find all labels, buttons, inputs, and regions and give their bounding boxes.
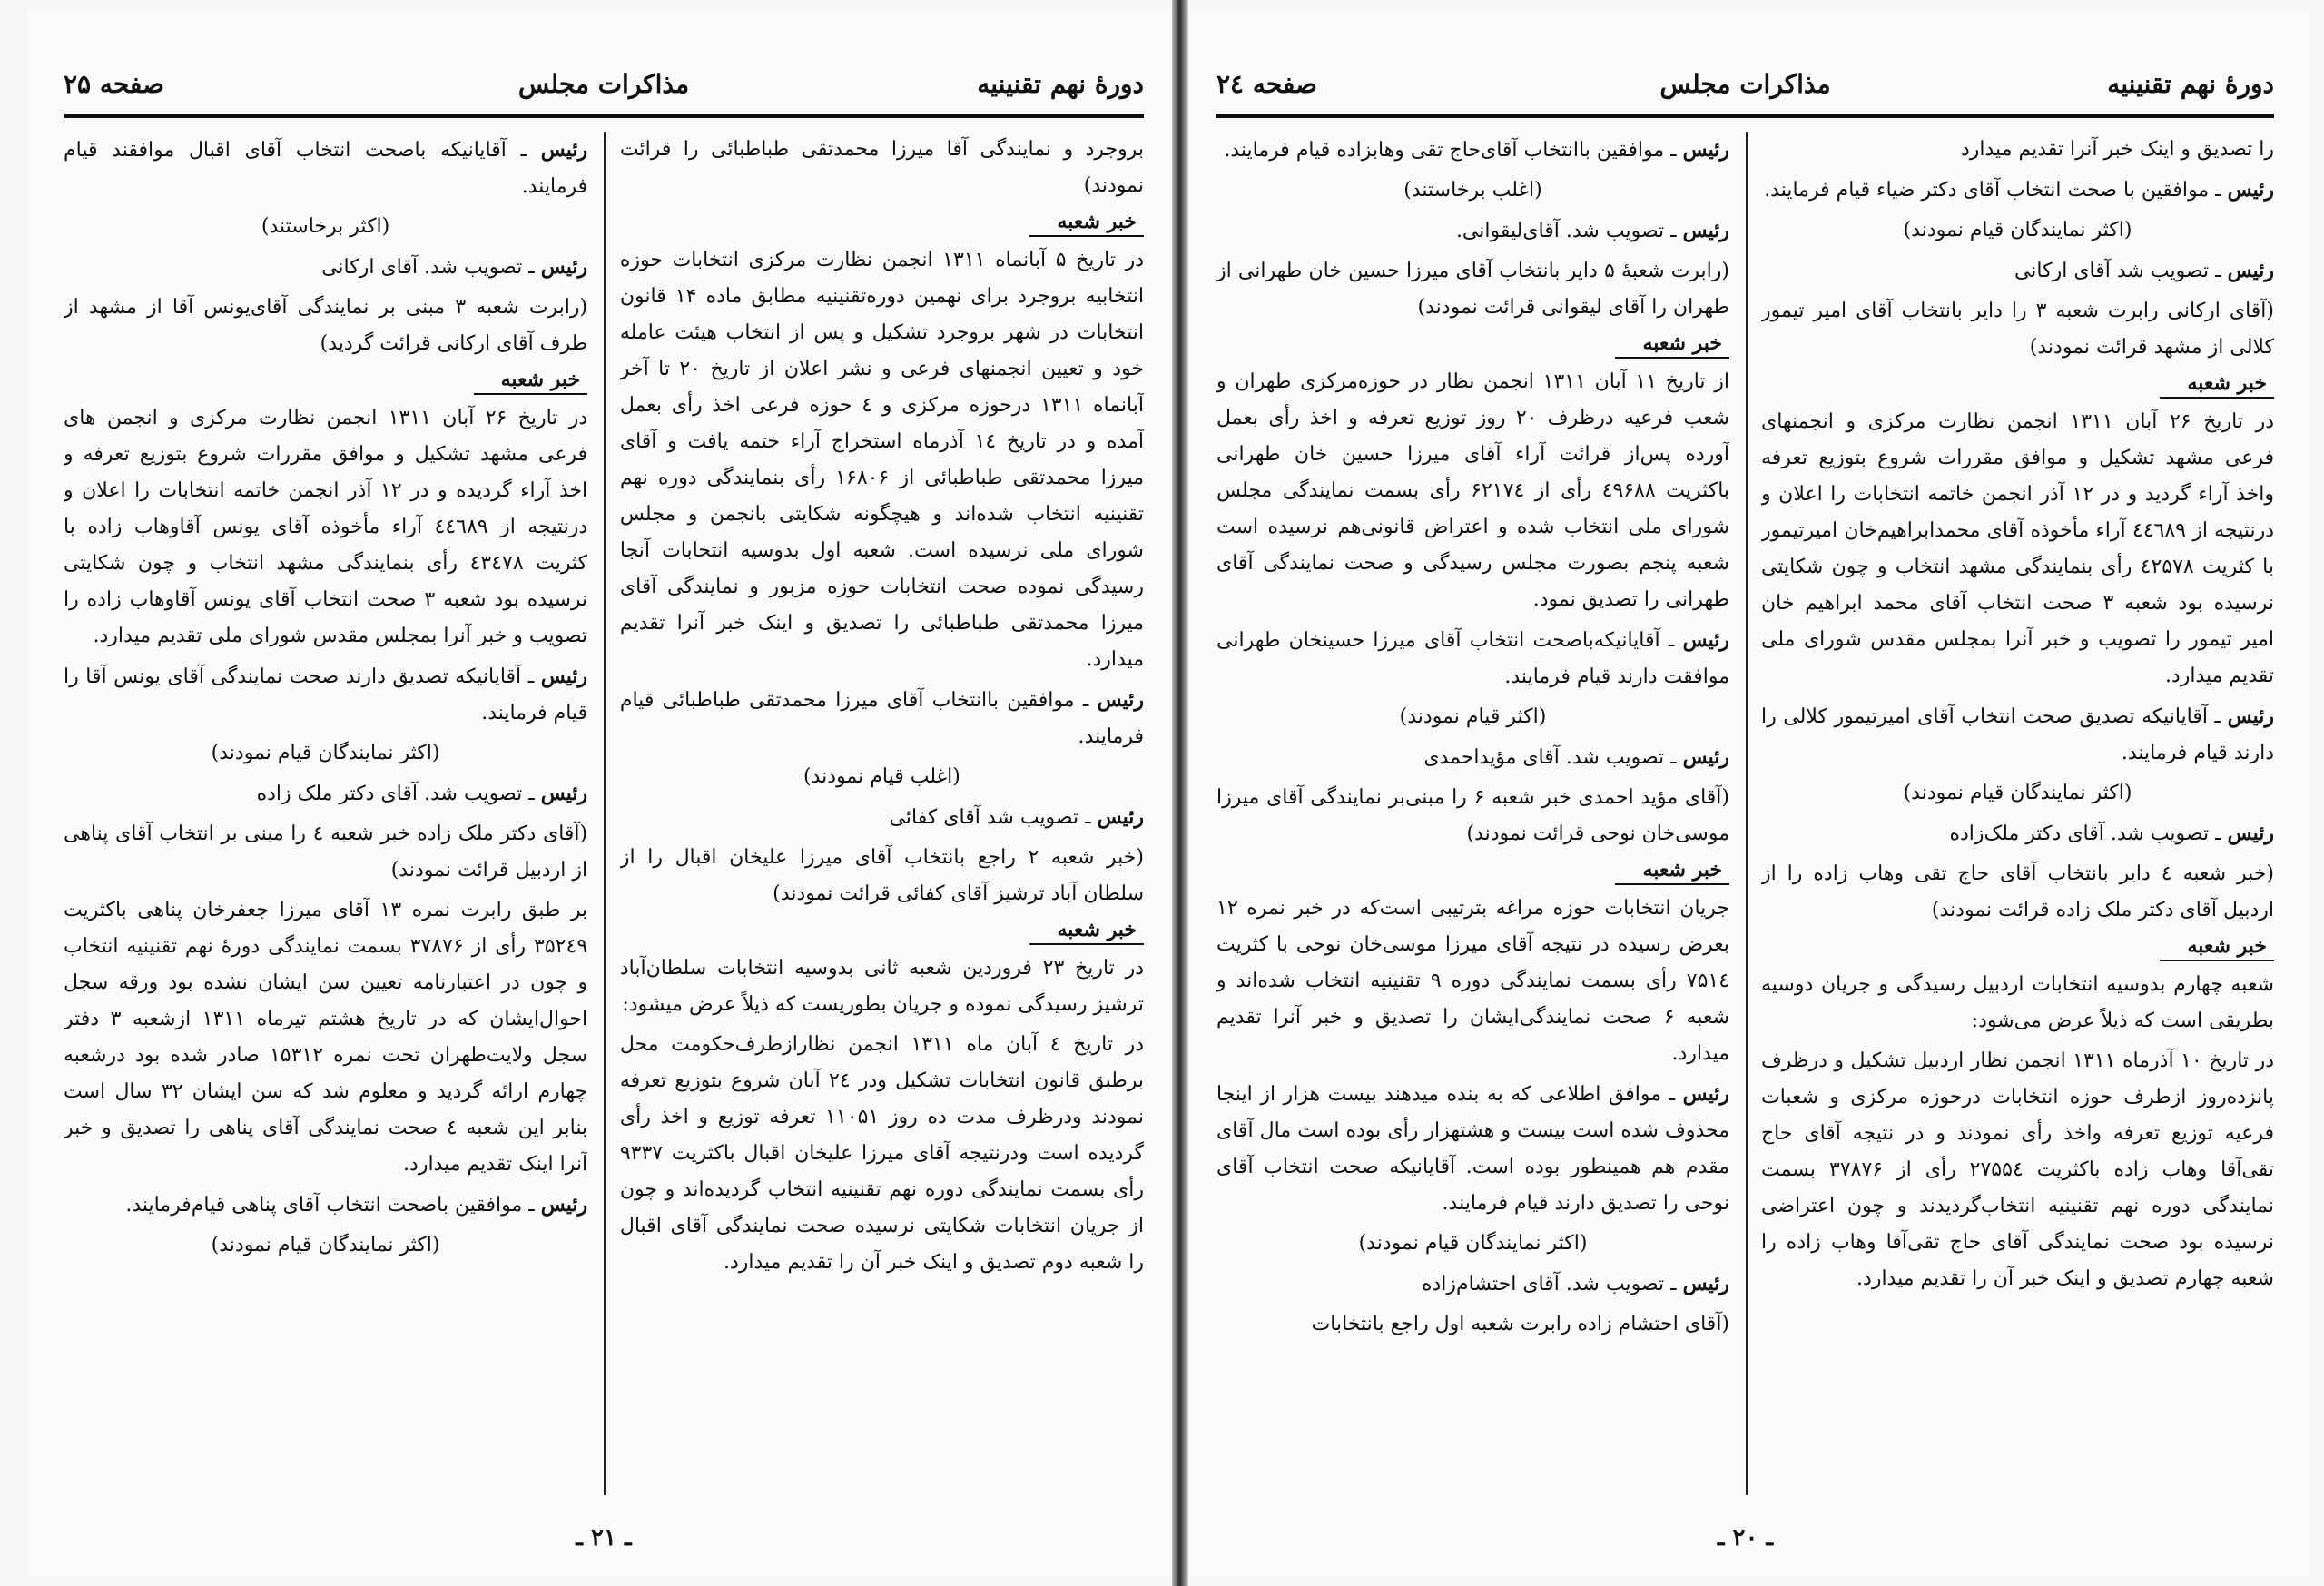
paragraph <box>1216 891 1729 1072</box>
speaker-line <box>1761 815 2274 852</box>
speaker-name: رئیس <box>2227 704 2274 728</box>
vote-result-text: (اکثر نمایندگان قیام نمودند) <box>211 1234 440 1256</box>
page-folio: ـ ۲۱ ـ <box>576 1524 632 1552</box>
section-heading: خبر شعبه <box>2160 934 2274 961</box>
speaker-name: رئیس <box>1682 745 1730 769</box>
column-left <box>64 132 587 1495</box>
paragraph-text: ـ تصویب شد. آقای احتشام‌زاده <box>1421 1273 1683 1295</box>
vote-result-text: (اکثر نمایندگان قیام نمودند) <box>211 742 440 764</box>
section-heading: خبر شعبه <box>1615 858 1729 885</box>
speaker-name: رئیس <box>2227 178 2274 202</box>
paragraph-text: (آقای احتشام زاده رابرت شعبه اول راجع بانتخابات <box>1311 1313 1730 1335</box>
paragraph-text: ـ تصویب شد. آقای دکتر ملک زاده <box>256 783 541 805</box>
speaker-name: رئیس <box>540 255 588 279</box>
vote-result <box>1761 775 2274 812</box>
vote-result <box>1761 212 2274 249</box>
paragraph-text: (رابرت شعبهٔ ۵ دایر بانتخاب آقای میرزا حسین خان طهرانی از طهران را آقای لیقوانی قرائت نمودند) <box>1216 260 1730 319</box>
vote-result-text: (اکثر برخاستند) <box>261 215 390 238</box>
speaker-line <box>64 658 587 732</box>
column-left <box>1216 132 1729 1495</box>
speaker-name: رئیس <box>1097 805 1144 829</box>
paragraph-text: (آقای دکتر ملک زاده خبر شعبه ٤ را مبنی بر انتخاب آقای پناهی از اردبیل قرائت نمودند) <box>64 823 588 882</box>
vote-result-text: (اکثر نمایندگان قیام نمودند) <box>1903 782 2132 804</box>
speaker-name: رئیس <box>540 782 588 805</box>
speaker-name: رئیس <box>1682 138 1730 162</box>
paragraph-text: در تاریخ ۱۰ آذرماه ۱۳۱۱ انجمن نظار اردبیل تشکیل و درظرف پانزده‌روز ازطرف حوزه انتخابات درحوزه مرکزی و شعبات فرعیه توزیع تعرفه واخذ رأی نمودند و در نتیجه آقای حاج تقی‌آقا وهاب زاده باکثریت ۲۷۵۵٤ رأی از ۳۷۸۷۶ بسمت نمایندگی دوره نهم تقنینیه انتخاب‌گردیدند و چون اعتراضی نرسیده بود صحت نمایندگی آقای حاج تقی‌آقا وهاب زاده را شعبه چهارم تصدیق و اینک خبر آن را تقدیم میدارد. <box>1760 1049 2274 1290</box>
page-header <box>64 64 1144 118</box>
paragraph <box>1761 1043 2274 1297</box>
paragraph-text: ـ تصویب شد آقای ارکانی <box>2014 260 2228 282</box>
paragraph-text: ـ تصویب شد. آقای دکتر ملک‌زاده <box>1949 823 2228 845</box>
vote-result <box>1216 172 1729 209</box>
speaker-name: رئیس <box>1682 1272 1730 1295</box>
section-heading: خبر شعبه <box>1615 331 1729 359</box>
text-columns <box>1216 132 2274 1495</box>
section-heading: خبر شعبه <box>474 368 588 395</box>
paragraph-text: ـ تصویب شد آقای کفائی <box>889 806 1098 829</box>
paragraph <box>1216 364 1729 618</box>
paragraph-text: در تاریخ ٤ آبان ماه ۱۳۱۱ انجمن نظارازطرف‌حکومت محل برطبق قانون انتخابات تشکیل ودر ۲٤ آبان شروع بتوزیع تعرفه نمودند ودرظرف مدت ده روز ۱۱۰۵۱ تعرفه توزیع و اخذ رأی گردیده است ودرنتیجه آقای میرزا علیخان اقبال باکثریت ۹۳۳۷ رأی بسمت نمایندگی دوره نهم تقنینیه انتخاب گردیده‌اند و چون از جریان انتخابات شکایتی نرسیده صحت نمایندگی آقای اقبال را شعبه دوم تصدیق و اینک خبر آن را تقدیم میدارد. <box>619 1033 1144 1274</box>
paragraph-text: ـ تصویب شد. آقای مؤیداحمدی <box>1423 746 1683 769</box>
speaker-line <box>64 132 587 205</box>
vote-result <box>1216 699 1729 735</box>
section-heading: خبر شعبه <box>2160 371 2274 399</box>
paragraph-text: بر طبق رابرت نمره ۱۳ آقای میرزا جعفرخان پناهی باکثریت ۳۵۲٤۹ رأی از ۳۷۸۷۶ بسمت نمایندگی دورهٔ نهم تقنینیه انتخاب و چون در اعتبارنامه تعیین سن ایشان نشده بود ورقه سجل احوال‌ایشان که در تاریخ هشتم تیرماه ۱۳۱۱ ازشعبه ۳ دفتر سجل ولایت‌طهران تحت نمره ۱۵۳۱۲ صادر شده بود درشعبه چهارم ارائه گردید و معلوم شد که سن ایشان ۳۲ سال است بنابر این شعبه ٤ صحت نمایندگی آقای پناهی را تصدیق و خبر آنرا اینک تقدیم میدارد. <box>64 899 588 1176</box>
speaker-name: رئیس <box>540 138 588 162</box>
section-heading: خبر شعبه <box>1029 210 1144 237</box>
speaker-line <box>64 1187 587 1224</box>
paragraph-text: ـ موافق اطلاعی که به بنده میدهند بیست هزار از اینجا محذوف شده است بیست و هشتهزار رأی بوده است مال آقای مقدم هم همینطور بوده است. آقایانیکه صحت انتخاب آقای نوحی را تصدیق دارند قیام فرمایند. <box>1216 1083 1730 1215</box>
speaker-name: رئیس <box>2227 822 2274 845</box>
section-heading-wrap <box>1216 856 1729 891</box>
paragraph-text: در تاریخ ۲۶ آبان ۱۳۱۱ انجمن نظارت مرکزی و انجمنهای فرعی مشهد تشکیل و موافق مقررات شروع بتوزیع تعرفه واخذ آراء گردید و در ۱۲ آذر انجمن خاتمه انتخابات را اعلان و درنتیجه از ٤٤٦۸۹ آراء مأخوذه آقای محمدابراهیم‌خان امیرتیمور با کثریت ٤۲۵۷۸ رأی بنمایندگی مشهد انتخاب و چون شکایتی نرسیده بود شعبه ۳ صحت انتخاب آقای محمد ابراهیم خان امیر تیمور را تصویب و خبر آنرا بمجلس مقدس شورای ملی تقدیم میدارد. <box>1760 410 2274 687</box>
paragraph <box>620 840 1144 912</box>
speaker-line <box>620 799 1144 836</box>
speaker-line <box>1216 739 1729 776</box>
paragraph-text: در تاریخ ۲۳ فروردین شعبه ثانی بدوسیه انتخابات سلطان‌آباد ترشیز رسیدگی نموده و جریان بطوریست که ذیلاً عرض میشود: <box>619 957 1144 1016</box>
header-page-number: صفحه ۲٤ <box>1216 69 1317 99</box>
speaker-name: رئیس <box>1682 219 1730 242</box>
vote-result <box>64 1227 587 1264</box>
paragraph-text: ـ آقایانیکه تصدیق صحت انتخاب آقای امیرتیمور کلالی را دارند قیام فرمایند. <box>1760 705 2274 764</box>
paragraph-text: بروجرد و نمایندگی آقا میرزا محمدتقی طباطبائی را قرائت نمودند) <box>619 138 1144 197</box>
section-heading-wrap <box>620 208 1144 242</box>
vote-result <box>64 735 587 772</box>
paragraph-text: ـ تصویب شد. آقای‌لیقوانی. <box>1455 220 1683 242</box>
paragraph-text: ـ موافقین باانتخاب آقای‌حاج تقی وهابزاده قیام فرمایند. <box>1224 139 1683 162</box>
vote-result-text: (اکثر نمایندگان قیام نمودند) <box>1903 219 2132 241</box>
paragraph-text: ـ موافقین باانتخاب آقای میرزا محمدتقی طباطبائی قیام فرمایند. <box>619 689 1144 748</box>
speaker-name: رئیس <box>2227 259 2274 282</box>
paragraph <box>620 951 1144 1023</box>
book-gutter <box>1172 0 1188 1586</box>
speaker-line <box>1216 212 1729 250</box>
vote-result-text: (اکثر قیام نمودند) <box>1399 705 1547 728</box>
paragraph-text: ـ موافقین با صحت انتخاب آقای دکتر ضیاء قیام فرمایند. <box>1764 179 2228 202</box>
paragraph <box>64 892 587 1183</box>
paragraph <box>64 816 587 889</box>
paragraph-text: در تاریخ ۵ آبانماه ۱۳۱۱ انجمن نظارت مرکزی انتخابات حوزه انتخابیه بروجرد برای نهمین دوره‌تقنینیه مطابق ماده ۱۴ قانون انتخابات در شهر بروجرد تشکیل و پس از انتخاب هیئت عامله خود و تعیین انجمنهای فرعی و نشر اعلان از تاریخ ۲۰ تا آخر آبانماه ۱۳۱۱ درحوزه مرکزی و ٤ حوزه فرعی اخذ رأی بعمل آمده و در تاریخ ۱٤ آذرماه استخراج آراء ختمه یافت و آقای میرزا محمدتقی طباطبائی از ۱۶۸۰۶ رأی بنمایندگی دوره نهم تقنینیه انتخاب شده‌اند و هیچگونه شکایتی بانجمن و مجلس شورای ملی نرسیده است. شعبه اول بدوسیه انتخابات آنجا رسیدگی نموده صحت انتخابات حوزه مزبور و نمایندگی آقای میرزا محمدتقی طباطبائی را تصدیق و اینک خبر آنرا تقدیم میدارد. <box>619 249 1144 671</box>
paragraph-text: ـ آقایانیکه‌باصحت انتخاب آقای میرزا حسینخان طهرانی موافقت دارند قیام فرمایند. <box>1216 629 1730 688</box>
header-page-number: صفحه ۲۵ <box>64 69 164 99</box>
paragraph <box>1761 404 2274 694</box>
paragraph-text: ـ تصویب شد. آقای ارکانی <box>321 256 541 279</box>
section-heading-wrap <box>1761 369 2274 404</box>
vote-result-text: (اکثر نمایندگان قیام نمودند) <box>1358 1232 1588 1255</box>
paragraph <box>64 400 587 655</box>
paragraph <box>1761 856 2274 929</box>
paragraph-text: (خبر شعبه ٤ دایر بانتخاب آقای حاج تقی وهاب زاده را از اردبیل آقای دکتر ملک زاده قرائت نمودند) <box>1760 862 2274 921</box>
paragraph-text: ـ آقایانیکه باصحت انتخاب آقای اقبال موافقند قیام فرمایند. <box>64 139 588 198</box>
paragraph-text: ـ موافقین باصحت انتخاب آقای پناهی قیام‌فرمایند. <box>125 1194 541 1217</box>
paragraph <box>1216 1306 1729 1343</box>
text-columns <box>64 132 1144 1495</box>
left-page <box>27 9 1180 1577</box>
paragraph-text: (آقای ارکانی رابرت شعبه ۳ را دایر بانتخاب آقای امیر تیمور کلالی از مشهد قرائت نمودند) <box>1760 300 2274 359</box>
speaker-line <box>1761 698 2274 772</box>
vote-result <box>64 209 587 245</box>
vote-result <box>1216 1226 1729 1262</box>
speaker-name: رئیس <box>1682 1082 1730 1106</box>
speaker-name: رئیس <box>540 665 588 688</box>
paragraph <box>1761 132 2274 168</box>
speaker-line <box>1216 1266 1729 1303</box>
paragraph-text: (خبر شعبه ۲ راجع بانتخاب آقای میرزا علیخان اقبال را از سلطان آباد ترشیز آقای کفائی قرائت نمودند) <box>619 846 1144 905</box>
vote-result-text: (اغلب قیام نمودند) <box>803 765 960 788</box>
paragraph-text: شعبه چهارم بدوسیه انتخابات اردبیل رسیدگی و جریان دوسیه بطریقی است که ذیلاً عرض می‌شود: <box>1760 973 2274 1032</box>
speaker-line <box>620 682 1144 755</box>
paragraph <box>1761 293 2274 366</box>
speaker-line <box>64 249 587 286</box>
paragraph-text: جریان انتخابات حوزه مراغه بترتیبی است‌که در خبر نمره ۱۲ بعرض رسیده در نتیجه آقای میرزا موسی‌خان نوحی با کثریت ۷۵۱٤ رأی بسمت نمایندگی دوره ۹ تقنینیه انتخاب شده‌اند و شعبه ۶ صحت نمایندگی‌ایشان را تصدیق و خبر آنرا تقدیم میدارد. <box>1216 897 1730 1065</box>
header-session: دورهٔ نهم تقنینیه <box>977 69 1144 99</box>
speaker-line <box>1216 622 1729 695</box>
paragraph <box>620 132 1144 204</box>
section-heading-wrap <box>64 366 587 400</box>
paragraph <box>1216 780 1729 852</box>
paragraph-text: (آقای مؤید احمدی خبر شعبه ۶ را مبنی‌بر نمایندگی آقای میرزا موسی‌خان نوحی قرائت نمودند) <box>1216 786 1730 845</box>
paragraph <box>1761 967 2274 1039</box>
right-page <box>1180 9 2310 1577</box>
speaker-name: رئیس <box>540 1193 588 1217</box>
section-heading-wrap <box>620 916 1144 951</box>
paragraph-text: در تاریخ ۲۶ آبان ۱۳۱۱ انجمن نظارت مرکزی و انجمن های فرعی مشهد تشکیل و موافق مقررات شروع بتوزیع تعرفه و اخذ آراء گردیده و در ۱۲ آذر انجمن خاتمه انتخابات را اعلان و درنتیجه از ٤٤٦۸۹ آراء مأخوذه آقای یونس آقاوهاب زاده با کثریت ٤۳٤۷۸ رأی بنمایندگی مشهد انتخاب و چون شکایتی نرسیده بود شعبه ۳ صحت انتخاب آقای یونس آقاوهاب زاده را تصویب و خبر آنرا بمجلس مقدس شورای ملی تقدیم میدارد. <box>64 407 588 647</box>
speaker-line <box>1216 132 1729 169</box>
page-header <box>1216 64 2274 118</box>
column-right <box>1761 132 2274 1495</box>
vote-result-text: (اغلب برخاستند) <box>1403 179 1542 202</box>
section-heading-wrap <box>1216 330 1729 364</box>
vote-result <box>620 759 1144 795</box>
header-session: دورهٔ نهم تقنینیه <box>2107 69 2274 99</box>
speaker-line <box>1761 172 2274 209</box>
page-folio: ـ ۲۰ ـ <box>1717 1524 1774 1552</box>
paragraph <box>620 1027 1144 1281</box>
paragraph <box>64 290 587 362</box>
paragraph <box>1216 253 1729 326</box>
speaker-name: رئیس <box>1097 688 1144 712</box>
column-right <box>620 132 1144 1495</box>
paragraph-text: (رابرت شعبه ۳ مبنی بر نمایندگی آقای‌یونس آقا از مشهد از طرف آقای ارکانی قرائت گردید) <box>64 296 588 355</box>
speaker-name: رئیس <box>1682 628 1730 652</box>
speaker-line <box>1216 1076 1729 1222</box>
section-heading-wrap <box>1761 932 2274 967</box>
header-title: مذاکرات مجلس <box>517 69 690 99</box>
paragraph-text: از تاریخ ۱۱ آبان ۱۳۱۱ انجمن نظار در حوزه‌مرکزی طهران و شعب فرعیه درظرف ۲۰ روز توزیع تعرفه و اخذ رأی بعمل آورده پس‌از قرائت آراء آقای میرزا حسین خان طهرانی باکثریت ٤۹۶۸۸ رأی از ۶۲۱۷٤ رأی بسمت نمایندگی مجلس شورای ملی انتخاب شده و اعتراض قانونی‌هم نرسیده است شعبه پنجم بصورت مجلس رسیدگی و صحت نمایندگی آقای طهرانی را تصدیق نمود. <box>1216 370 1730 611</box>
paragraph-text: ـ آقایانیکه تصدیق دارند صحت نمایندگی آقای یونس آقا را قیام فرمایند. <box>64 665 588 724</box>
speaker-line <box>64 775 587 813</box>
section-heading: خبر شعبه <box>1029 918 1144 945</box>
paragraph-text: را تصدیق و اینک خبر آنرا تقدیم میدارد <box>1960 138 2274 161</box>
header-title: مذاکرات مجلس <box>1659 69 1831 99</box>
speaker-line <box>1761 252 2274 290</box>
paragraph <box>620 242 1144 678</box>
